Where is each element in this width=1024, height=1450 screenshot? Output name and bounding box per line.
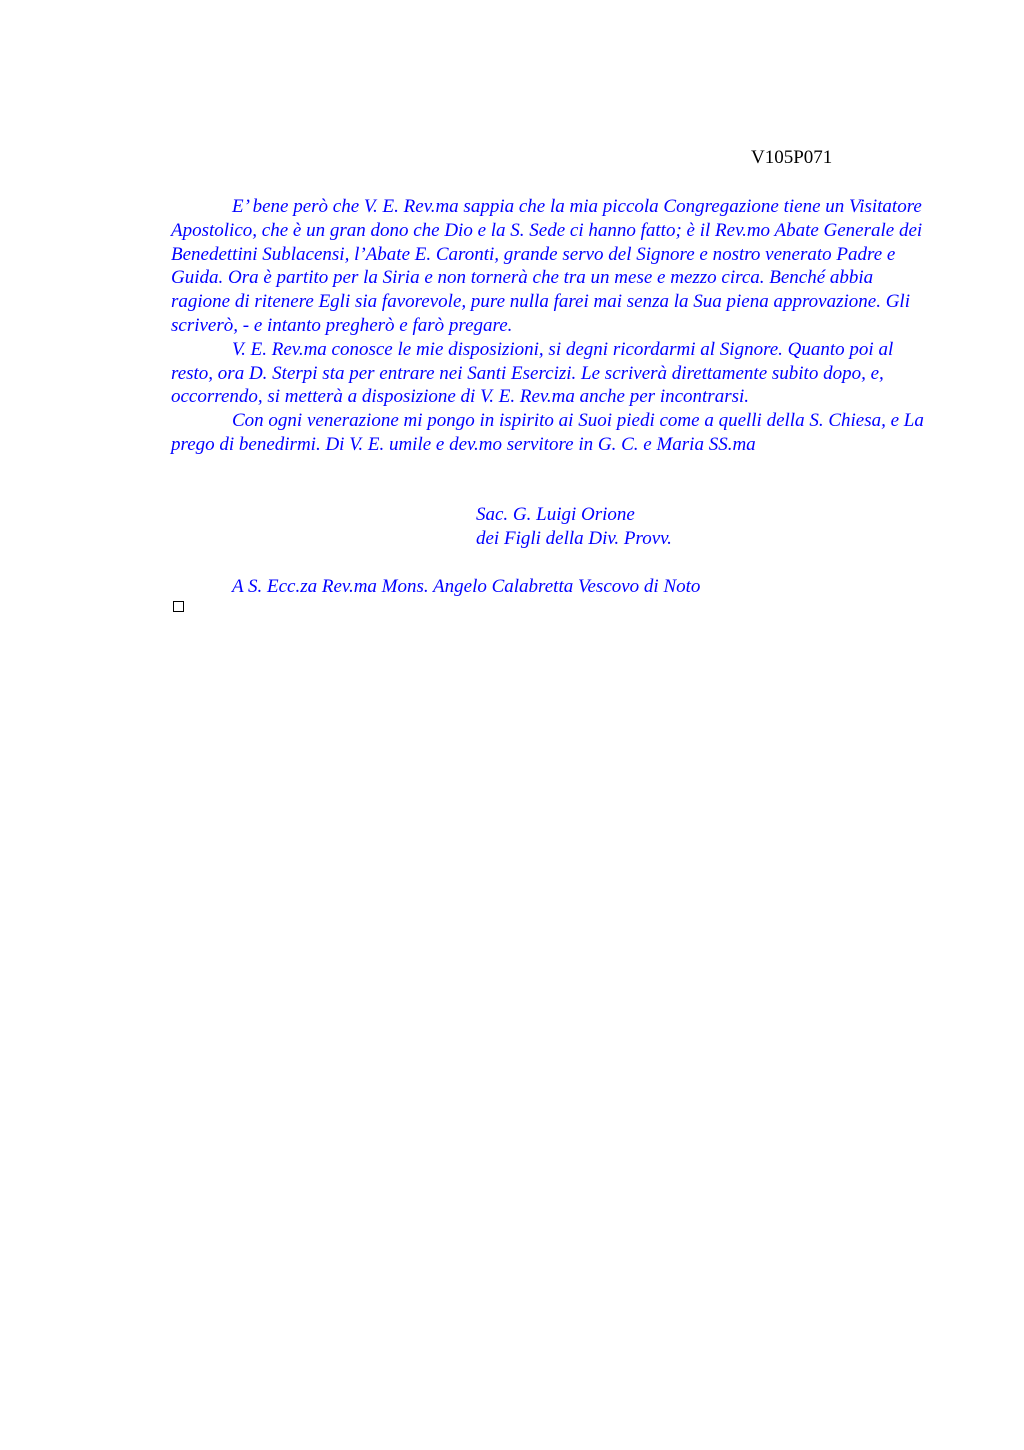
letter-body [171, 195, 931, 457]
paragraph-closing: Con ogni venerazione mi pongo in ispirito ai Suoi piedi come a quelli della S. Chiesa, e La prego di benedirmi. Di V. E. umile e dev.mo servitore in G. C. e Maria SS.ma [171, 410, 924, 455]
signature-name: Sac. G. Luigi Orione [476, 504, 635, 525]
signature-title: dei Figli della Div. Provv. [476, 527, 672, 549]
paragraph-visitatore: E’ bene però che V. E. Rev.ma sappia che la mia piccola Congregazione tiene un Visitatore Apostolico, che è un gran dono che Dio e la S. Sede ci hanno fatto; è il Rev.mo Abate Generale dei Benedettini Sublacensi, l’Abate E. Caronti, grande servo del Signore e nostro venerato Padre e Guida. Ora è partito per la Siria e non tornerà che tra un mese e mezzo circa. Benché abbia ragione di ritenere Egli sia favorevole, pure nulla farei mai senza la Sua piena approvazione. Gli scriverò, - e intanto pregherò e farò pregare. [171, 196, 923, 336]
page-reference-code: V105P071 [751, 147, 833, 168]
signature-block [476, 503, 672, 551]
square-box-icon [173, 601, 184, 612]
addressee-line: A S. Ecc.za Rev.ma Mons. Angelo Calabretta Vescovo di Noto [232, 576, 701, 597]
paragraph-disposizioni: V. E. Rev.ma conosce le mie disposizioni, si degni ricordarmi al Signore. Quanto poi al resto, ora D. Sterpi sta per entrare nei Santi Esercizi. Le scriverà direttamente subito dopo, e, occorrendo, si metterà a disposizione di V. E. Rev.ma anche per incontrarsi. [171, 338, 894, 408]
